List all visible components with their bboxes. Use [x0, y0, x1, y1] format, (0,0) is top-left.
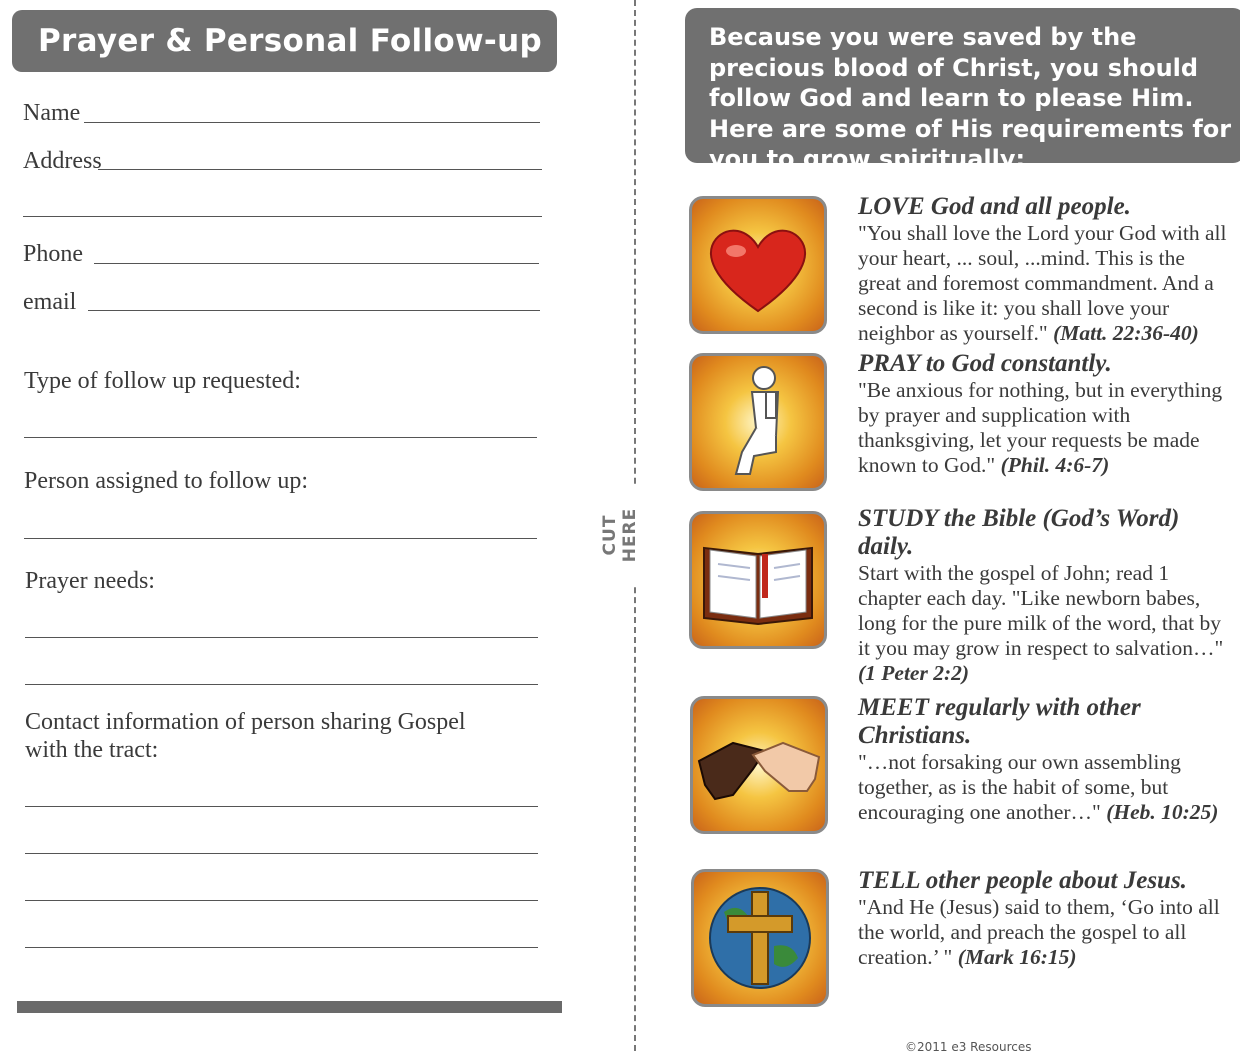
contact-info-line-1[interactable] — [25, 806, 538, 807]
address-line[interactable] — [98, 169, 542, 170]
open-bible-icon — [689, 511, 827, 649]
intro-banner: Because you were saved by the precious blood of Christ, you should follow God and learn to please Him. Here are some of His requirements for you to grow spiritually: — [685, 8, 1240, 163]
followup-type-line[interactable] — [24, 437, 537, 438]
requirement-ref: (Phil. 4:6-7) — [1000, 453, 1110, 477]
contact-info-label-2: with the tract: — [25, 737, 159, 763]
requirement-ref: (1 Peter 2:2) — [858, 661, 970, 685]
email-label: email — [23, 289, 77, 315]
requirement-title: STUDY the Bible (God’s Word) daily. — [858, 505, 1180, 560]
phone-label: Phone — [23, 241, 83, 267]
contact-info-label: Contact information of person sharing Gospel — [25, 709, 466, 735]
contact-info-line-4[interactable] — [25, 947, 538, 948]
requirement-title: TELL other people about Jesus. — [858, 867, 1187, 894]
requirement-title: LOVE God and all people. — [858, 193, 1131, 220]
heart-icon — [689, 196, 827, 334]
prayer-needs-line-1[interactable] — [25, 637, 538, 638]
contact-info-line-3[interactable] — [25, 900, 538, 901]
cross-globe-icon — [691, 869, 829, 1007]
requirement-title: MEET regularly with other Christians. — [858, 694, 1141, 749]
address-line-2[interactable] — [23, 216, 542, 217]
requirement-study — [858, 505, 1233, 686]
requirement-title: PRAY to God constantly. — [858, 350, 1112, 377]
name-line[interactable] — [84, 122, 540, 123]
requirement-ref: (Matt. 22:36-40) — [1053, 321, 1199, 345]
copyright: ©2011 e3 Resources — [905, 1040, 1032, 1054]
cut-here-label: CUT HERE — [600, 485, 640, 585]
handshake-icon — [690, 696, 828, 834]
contact-info-line-2[interactable] — [25, 853, 538, 854]
requirement-meet — [858, 694, 1233, 825]
requirement-love — [858, 193, 1233, 346]
phone-line[interactable] — [94, 263, 539, 264]
email-line[interactable] — [88, 310, 540, 311]
person-assigned-line[interactable] — [24, 538, 537, 539]
requirement-ref: (Heb. 10:25) — [1106, 800, 1219, 824]
requirement-ref: (Mark 16:15) — [957, 945, 1077, 969]
requirement-text: "…not forsaking our own assembling together, as is the habit of some, but encouraging one another…" — [858, 750, 1181, 824]
followup-form — [0, 0, 600, 1051]
address-label: Address — [23, 148, 102, 174]
bottom-bar — [17, 1001, 562, 1013]
requirement-text: Start with the gospel of John; read 1 chapter each day. "Like newborn babes, long for the pure milk of the word, that by it you may grow in respect to salvation…" — [858, 561, 1224, 660]
prayer-needs-line-2[interactable] — [25, 684, 538, 685]
requirement-tell — [858, 867, 1233, 970]
requirement-pray — [858, 350, 1233, 478]
praying-figure-icon — [689, 353, 827, 491]
followup-type-label: Type of follow up requested: — [24, 368, 301, 394]
requirement-text: "Be anxious for nothing, but in everything by prayer and supplication with thanksgiving, let your requests be made known to God." — [858, 378, 1223, 477]
person-assigned-label: Person assigned to follow up: — [24, 468, 308, 494]
requirement-text: "You shall love the Lord your God with all your heart, ... soul, ...mind. This is the great and foremost commandment. And a second is like it: you shall love your neighbor as yourself." — [858, 221, 1227, 345]
requirement-text: "And He (Jesus) said to them, ‘Go into all the world, and preach the gospel to all creation.’ " — [858, 895, 1220, 969]
name-label: Name — [23, 100, 81, 126]
prayer-needs-label: Prayer needs: — [25, 568, 155, 594]
form-title: Prayer & Personal Follow-up — [12, 10, 557, 72]
